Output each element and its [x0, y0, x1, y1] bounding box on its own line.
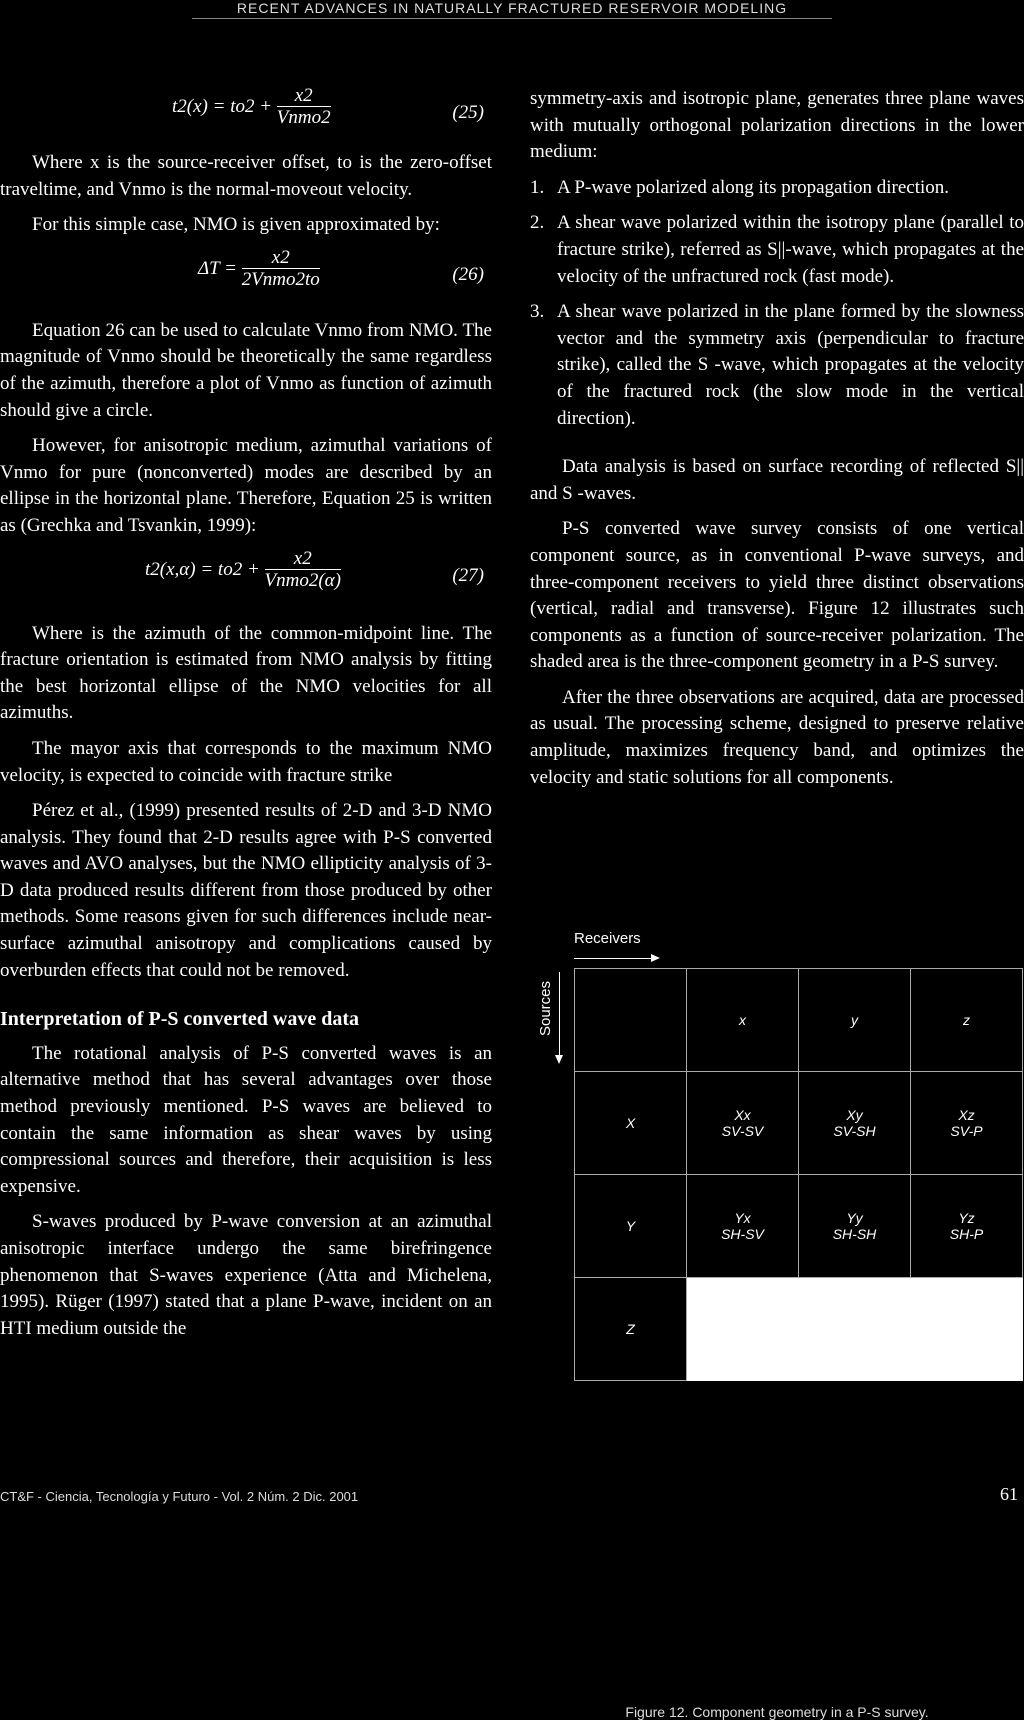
- list-item: 1. A P-wave polarized along its propagation direction.: [530, 176, 950, 198]
- running-title: RECENT ADVANCES IN NATURALLY FRACTURED RESERVOIR MODELING: [236, 0, 788, 16]
- eq27-numerator: x2: [265, 549, 341, 570]
- receivers-label: Receivers: [574, 930, 641, 947]
- eq27-fraction: [265, 549, 341, 592]
- grid-cell: Xy SV-SH: [799, 1072, 911, 1175]
- paragraph: Equation 26 can be used to calculate Vnmo from NMO. The magnitude of Vnmo should be theoretically the same regardless of the azimuth, therefore a plot of Vnmo as function of azimuth should give a circle.: [0, 319, 492, 421]
- grid-cell-shaded: [911, 1278, 1023, 1381]
- paragraph: The mayor axis that corresponds to the maximum NMO velocity, is expected to coincide with fracture strike: [0, 737, 492, 786]
- list-item: 3. A shear wave polarized in the plane formed by the slowness vector and the symmetry axis (perpendicular to fracture strike), called the S -wave, which propagates at the velocity of the fractured rock (the slow mode in the vertical direction).: [530, 301, 1024, 429]
- eq27-lhs: t2(x,α) = to2 +: [145, 558, 260, 580]
- paragraph: However, for anisotropic medium, azimuthal variations of Vnmo for pure (nonconverted) modes are described by an ellipse in the horizontal plane. Therefore, Equation 25 is written as (Grechka and Tsvankin, 1999):: [0, 435, 492, 536]
- sources-arrow: [559, 972, 560, 1062]
- paragraph: After the three observations are acquired, data are processed as usual. The processing scheme, designed to preserve relative amplitude, maximizes frequency band, and optimizes the velocity and static solutions for all components.: [530, 686, 1024, 788]
- eq25-denominator: Vnmo2: [276, 107, 331, 128]
- col-header: y: [799, 969, 911, 1072]
- grid-row: [575, 1072, 1023, 1175]
- grid-cell-shaded: [687, 1278, 799, 1381]
- grid-cell-shaded: [799, 1278, 911, 1381]
- grid-cell: Yy SH-SH: [799, 1175, 911, 1278]
- paragraph: Where x is the source-receiver offset, to is the zero-offset traveltime, and Vnmo is the normal-moveout velocity.: [0, 152, 492, 200]
- paragraph: Pérez et al., (1999) presented results of 2-D and 3-D NMO analysis. They found that 2-D results agree with P-S converted waves and AVO analyses, but the NMO ellipticity analysis of 3-D data produced results different from those produced by other methods. Some reasons given for such differences include near-surface azimuthal anisotropy and complications caused by overburden effects that could not be removed.: [0, 800, 492, 981]
- paragraph: Where is the azimuth of the common-midpoint line. The fracture orientation is estimated from NMO analysis by fitting the best horizontal ellipse of the NMO velocities for all azimuths.: [0, 622, 492, 724]
- grid-header-row: [575, 969, 1023, 1072]
- equation-25: [0, 86, 492, 150]
- col-header: x: [687, 969, 799, 1072]
- grid-cell: Yx SH-SV: [687, 1175, 799, 1278]
- grid-cell: Xz SV-P: [911, 1072, 1023, 1175]
- eq25-number: (25): [452, 102, 484, 123]
- eq27-denominator: Vnmo2(α): [264, 569, 341, 591]
- wave-list: [530, 175, 1024, 432]
- section-heading: Interpretation of P-S converted wave data: [0, 1008, 360, 1031]
- eq26-number: (26): [452, 263, 484, 285]
- eq25-lhs: t2(x) = to2 +: [172, 95, 273, 117]
- paragraph: For this simple case, NMO is given approximated by:: [32, 214, 440, 236]
- eq26-lhs: ΔT =: [198, 257, 237, 279]
- eq26-denominator: 2Vnmo2to: [241, 268, 320, 290]
- equation-27: [0, 549, 492, 621]
- grid-corner-cell: [575, 969, 687, 1072]
- left-column: [0, 86, 492, 1351]
- list-item: 2. A shear wave polarized within the isotropy plane (parallel to fracture strike), referred as S||-wave, which propagates at the velocity of the unfractured rock (fast mode).: [530, 212, 1024, 287]
- paragraph: The rotational analysis of P-S converted waves is an alternative method that has several advantages over those method previously mentioned. P-S waves are believed to contain the same information as shear waves by using compressional sources and therefore, their acquisition is less expensive.: [0, 1042, 492, 1197]
- eq26-fraction: [242, 248, 320, 291]
- eq26-numerator: x2: [242, 248, 320, 269]
- eq27-number: (27): [452, 564, 484, 586]
- figure-caption: Figure 12. Component geometry in a P-S survey.: [625, 1704, 929, 1720]
- grid-row: [575, 1278, 1023, 1381]
- header-rule: [192, 18, 832, 19]
- sources-label: Sources: [537, 980, 555, 1037]
- paragraph: P-S converted wave survey consists of one vertical component source, as in conventional P-wave surveys, and three-component receivers to yield three distinct observations (vertical, radial and transverse). Figure 12 illustrates such components as a function of source-receiver polarization. The shaded area is the three-component geometry in a P-S survey.: [530, 518, 1024, 673]
- eq25-numerator: x2: [277, 86, 331, 107]
- paragraph: symmetry-axis and isotropic plane, generates three plane waves with mutually orthogonal polarization directions in the lower medium:: [530, 88, 1024, 163]
- equation-26: [0, 248, 492, 318]
- component-grid: [574, 968, 1023, 1381]
- receivers-arrow: [574, 958, 658, 959]
- col-header: z: [911, 969, 1023, 1072]
- row-header: Z: [575, 1278, 687, 1381]
- grid-row: [575, 1175, 1023, 1278]
- journal-footer: CT&F - Ciencia, Tecnología y Futuro - Vol. 2 Núm. 2 Dic. 2001: [0, 1489, 359, 1504]
- grid-cell: Yz SH-P: [911, 1175, 1023, 1278]
- paragraph: Data analysis is based on surface recording of reflected S|| and S -waves.: [530, 456, 1024, 504]
- row-header: Y: [575, 1175, 687, 1278]
- page-number: 61: [1000, 1484, 1018, 1504]
- row-header: X: [575, 1072, 687, 1175]
- grid-cell: Xx SV-SV: [687, 1072, 799, 1175]
- paragraph: S-waves produced by P-wave conversion at an azimuthal anisotropic interface undergo the same birefringence phenomenon that S-waves experience (Atta and Michelena, 1995). Rüger (1997) stated that a plane P-wave, incident on an HTI medium outside the: [0, 1211, 492, 1339]
- eq25-fraction: [277, 86, 331, 129]
- right-column: [530, 86, 1024, 800]
